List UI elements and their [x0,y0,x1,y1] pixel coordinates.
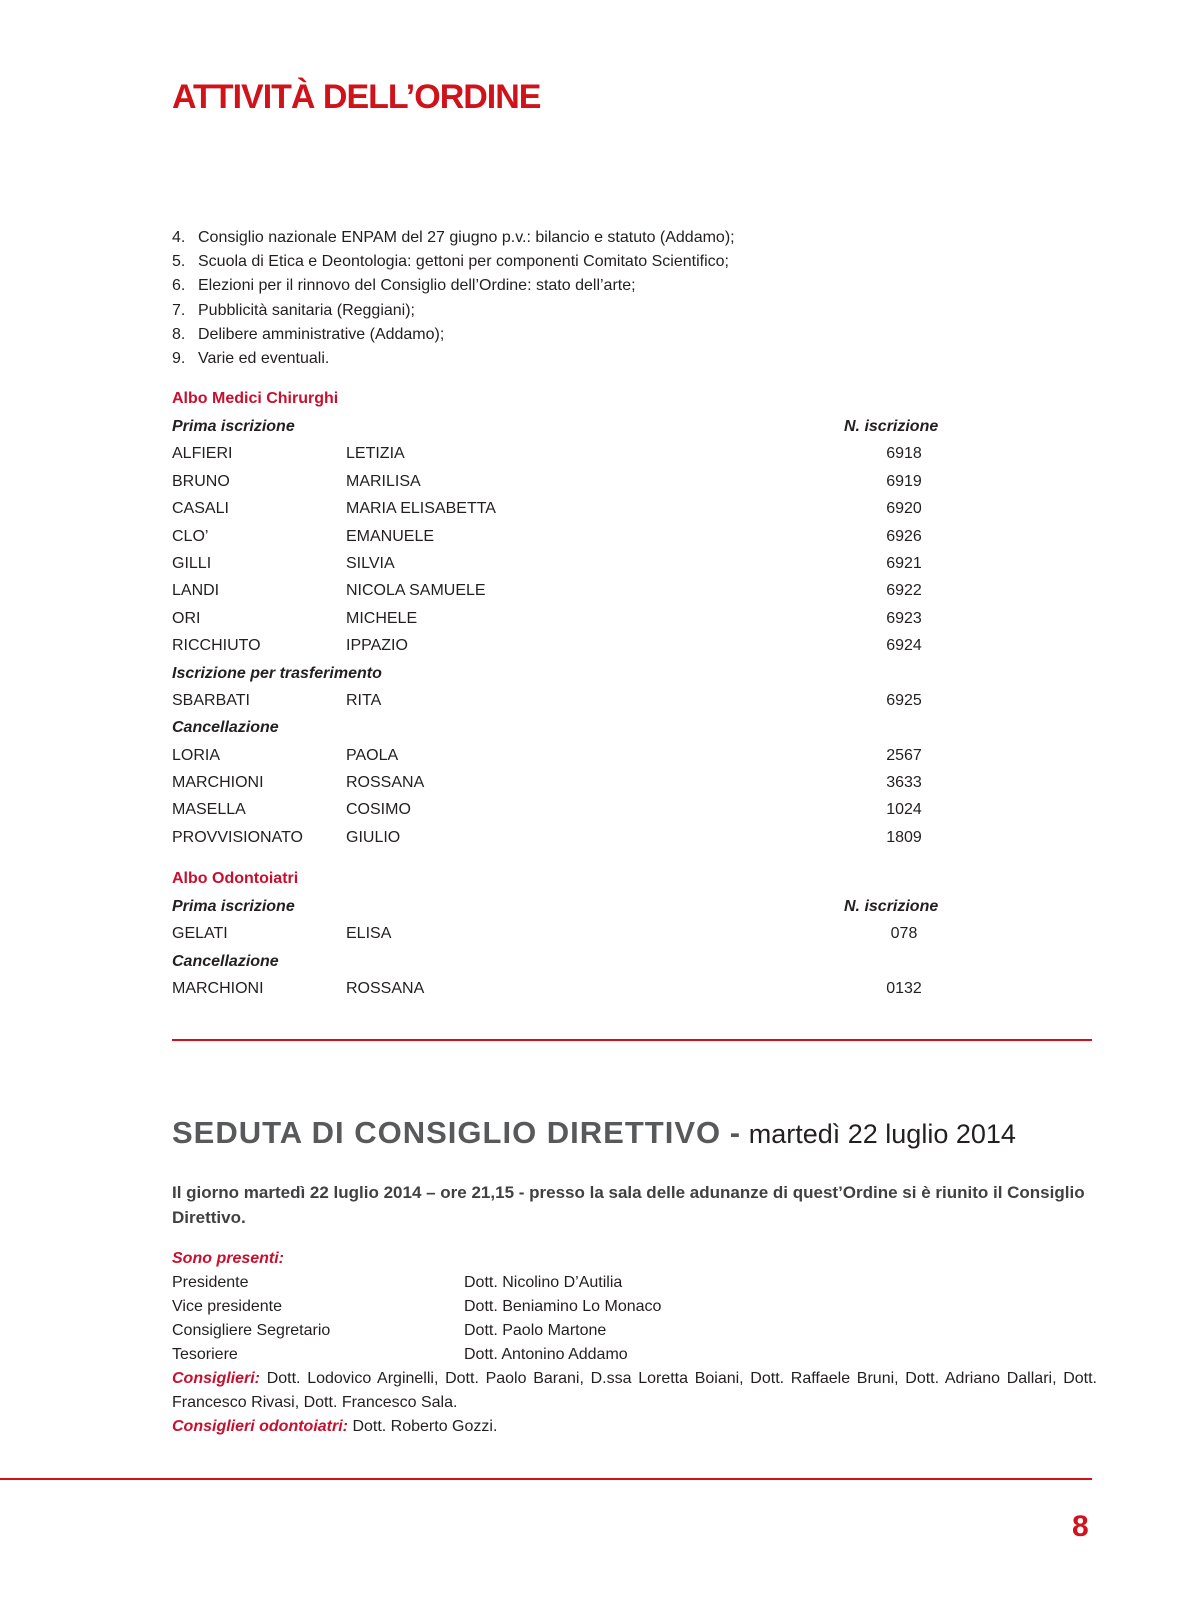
table-row: MASELLA COSIMO 1024 [172,801,922,819]
column-header-n-iscrizione: N. iscrizione [844,418,939,435]
agenda-item: 7. Pubblicità sanitaria (Reggiani); [172,301,415,319]
seduta-heading: SEDUTA DI CONSIGLIO DIRETTIVO - martedì 22 luglio 2014 [172,1115,1016,1150]
seduta-intro: Il giorno martedì 22 luglio 2014 – ore 21,15 - presso la sala delle adunanze di quest’Ordine si è riunito il Consiglio Direttivo. [172,1183,1085,1227]
role-row: Presidente Dott. Nicolino D’Autilia [172,1274,623,1291]
page-title: ATTIVITÀ DELL’ORDINE [172,78,541,116]
table-row: CLO’ EMANUELE 6926 [172,527,922,545]
albo-odontoiatri-table [172,893,952,1003]
table-row: LANDI NICOLA SAMUELE 6922 [172,582,922,600]
table-row: ORI MICHELE 6923 [172,609,922,627]
consiglieri-paragraph: Consiglieri: Dott. Lodovico Arginelli, Dott. Paolo Barani, D.ssa Loretta Boiani, Dott. Raffaele Bruni, Dott. Adriano Dallari, Dott. Francesco Rivasi, Dott. Francesco Sala. [172,1370,1097,1411]
albo-medici-table [172,413,952,851]
table-row: GILLI SILVIA 6921 [172,554,922,572]
table-row: GELATI ELISA 078 [172,925,918,943]
table-row: MARCHIONI ROSSANA 3633 [172,774,922,792]
agenda-item: 4. Consiglio nazionale ENPAM del 27 giugno p.v.: bilancio e statuto (Addamo); [172,229,735,246]
table-row: LORIA PAOLA 2567 [172,746,922,764]
section-divider [172,1039,1092,1041]
table-row: CASALI MARIA ELISABETTA 6920 [172,500,922,518]
agenda-item: 6. Elezioni per il rinnovo del Consiglio dell’Ordine: stato dell’arte; [172,277,636,295]
agenda-item: 8. Delibere amministrative (Addamo); [172,325,445,343]
table-row: PROVVISIONATO GIULIO 1809 [172,828,922,846]
agenda-list [172,226,735,371]
role-row: Tesoriere Dott. Antonino Addamo [172,1346,628,1363]
subheader-prima-iscrizione: Prima iscrizione N. iscrizione [172,893,952,920]
table-row: BRUNO MARILISA 6919 [172,472,922,490]
subheader-trasferimento: Iscrizione per trasferimento [172,664,382,682]
role-row: Vice presidente Dott. Beniamino Lo Monaco [172,1298,662,1315]
consiglieri-odontoiatri-paragraph: Consiglieri odontoiatri: Dott. Roberto Gozzi. [172,1418,498,1435]
subheader-cancellazione: Cancellazione [172,719,279,737]
table-row: ALFIERI LETIZIA 6918 [172,445,922,463]
presenti-block [172,1247,1097,1439]
subheader-cancellazione: Cancellazione [172,952,279,970]
agenda-item: 9. Varie ed eventuali. [172,350,330,368]
agenda-item: 5. Scuola di Etica e Deontologia: gettoni per componenti Comitato Scientifico; [172,253,729,271]
presenti-label: Sono presenti: [172,1250,285,1267]
page-number: 8 [1072,1510,1089,1543]
column-header-n-iscrizione: N. iscrizione [844,898,939,915]
table-row: SBARBATI RITA 6925 [172,691,922,709]
albo-medici-title: Albo Medici Chirurghi [172,390,339,407]
table-row: MARCHIONI ROSSANA 0132 [172,980,922,998]
role-row: Consigliere Segretario Dott. Paolo Martone [172,1322,607,1339]
footer-rule [0,1478,1092,1480]
seduta-date: martedì 22 luglio 2014 [748,1119,1016,1149]
table-row: RICCHIUTO IPPAZIO 6924 [172,637,922,655]
subheader-prima-iscrizione: Prima iscrizione N. iscrizione [172,413,952,440]
albo-odontoiatri-title: Albo Odontoiatri [172,870,299,887]
